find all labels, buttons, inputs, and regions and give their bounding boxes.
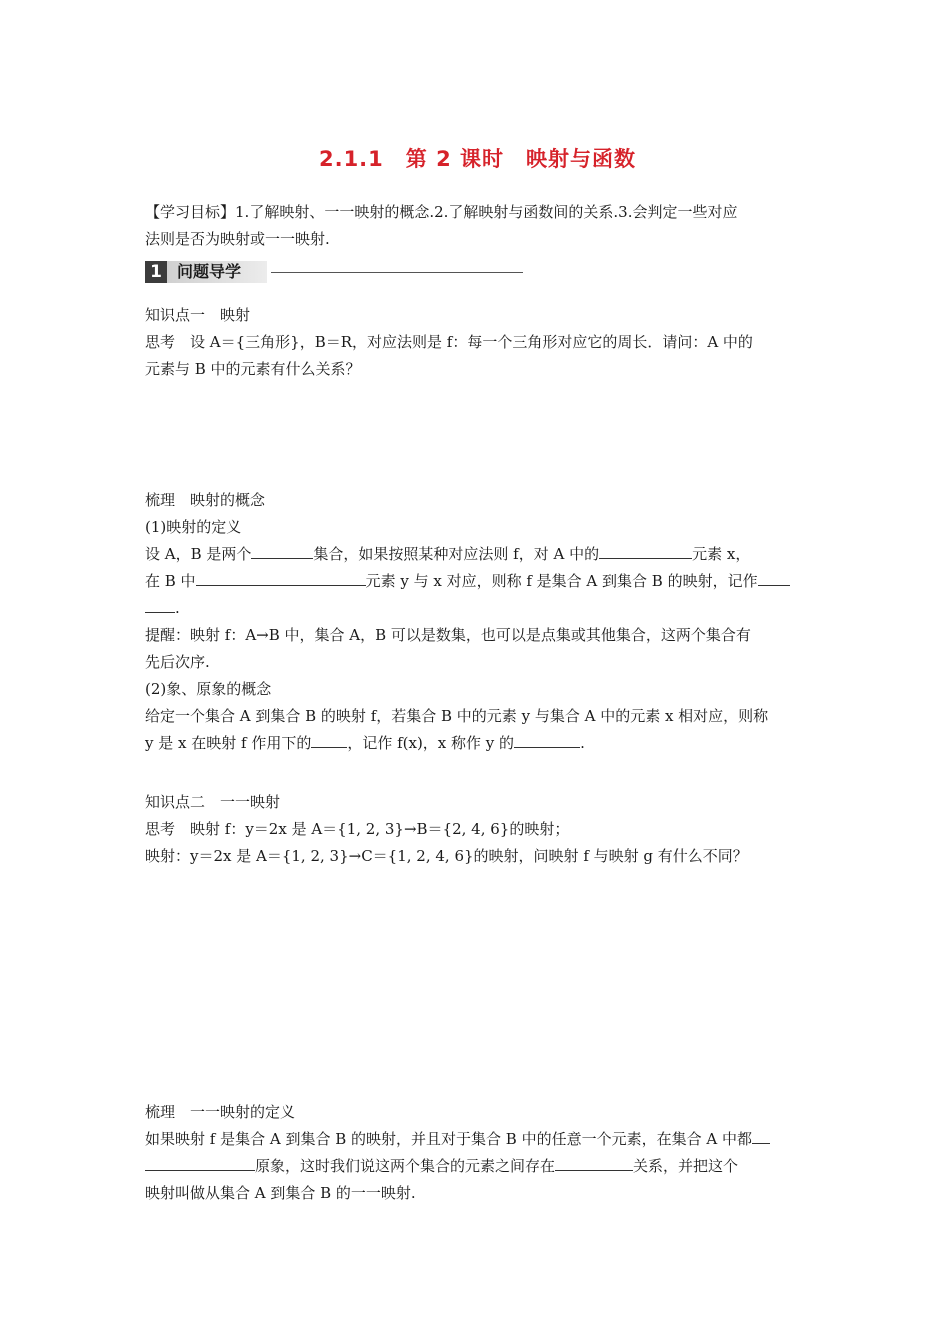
definition-line-3 [145,595,810,622]
section-header [145,261,545,283]
summary2-line-3: 映射叫做从集合 A 到集合 B 的一一映射. [145,1184,416,1202]
kp1-think-line-2: 元素与 B 中的元素有什么关系？ [145,360,361,378]
objectives-tag: 【学习目标】 [145,203,236,221]
definition-text-a2: 集合，如果按照某种对应法则 f，对 A 中的 [313,545,600,563]
summary2-text-1: 如果映射 f 是集合 A 到集合 B 的映射，并且对于集合 B 中的任意一个元素，在集合 A 中都 [145,1130,752,1148]
fill-blank[interactable] [311,733,347,748]
image-text-a: y 是 x 在映射 f 作用下的 [145,734,312,752]
summary2-text-2b: 关系，并把这个 [633,1157,739,1175]
definition-line-1 [145,541,810,568]
fill-blank[interactable] [514,733,580,748]
summary1-heading: 梳理 映射的概念 [145,491,266,509]
kp2-think-line-1: 思考 映射 f：y＝2x 是 A＝{1, 2, 3}→B＝{2, 4, 6}的映射； [145,820,570,838]
tip-line-2: 先后次序. [145,653,210,671]
definition-text-b2: 元素 y 与 x 对应，则称 f 是集合 A 到集合 B 的映射，记作 [365,572,758,590]
fill-blank[interactable] [758,571,790,586]
fill-blank[interactable] [752,1129,770,1144]
kp2-think-line-2: 映射：y＝2x 是 A＝{1, 2, 3}→C＝{1, 2, 4, 6}的映射，问映射 f 与映射 g 有什么不同？ [145,847,748,865]
fill-blank[interactable] [599,544,692,559]
learning-objectives [145,199,810,253]
objectives-line-2: 法则是否为映射或一一映射. [145,230,330,248]
definition-text-c: . [175,599,180,617]
definition-line-2 [145,568,810,595]
knowledge-point-1 [145,302,810,383]
kp1-heading: 知识点一 映射 [145,306,251,324]
image-definition-line-1: 给定一个集合 A 到集合 B 的映射 f，若集合 B 中的元素 y 与集合 A 中的元素 x 相对应，则称 [145,707,769,725]
kp1-think-line-1: 思考 设 A＝{三角形}，B＝R，对应法则是 f：每一个三角形对应它的周长．请问：A 中的 [145,333,753,351]
fill-blank[interactable] [251,544,313,559]
summary2-line-1 [145,1126,810,1153]
image-text-b: ，记作 f(x)，x 称作 y 的 [347,734,515,752]
summary1-sub2: (2)象、原象的概念 [145,680,272,698]
summary2-heading: 梳理 一一映射的定义 [145,1103,296,1121]
definition-text-b1: 在 B 中 [145,572,196,590]
summary-one-to-one-mapping [145,1099,810,1207]
definition-text-a3: 元素 x， [692,545,751,563]
knowledge-point-2 [145,789,810,870]
section-divider [271,272,523,273]
summary2-text-2a: 原象，这时我们说这两个集合的元素之间存在 [255,1157,556,1175]
definition-text-a1: 设 A，B 是两个 [145,545,252,563]
fill-blank[interactable] [555,1156,633,1171]
objectives-line-1: 1.了解映射、一一映射的概念.2.了解映射与函数间的关系.3.会判定一些对应 [235,203,738,221]
section-label: 问题导学 [167,261,267,283]
kp2-heading: 知识点二 一一映射 [145,793,281,811]
image-definition-line-2 [145,730,810,757]
section-number: 1 [145,261,167,283]
summary1-sub1: (1)映射的定义 [145,518,242,536]
fill-blank[interactable] [145,598,175,613]
tip-line-1: 提醒：映射 f：A→B 中，集合 A，B 可以是数集，也可以是点集或其他集合，这两个集合有 [145,626,751,644]
summary2-line-2 [145,1153,810,1180]
image-text-c: . [580,734,585,752]
summary-mapping-concept [145,487,810,757]
fill-blank[interactable] [145,1156,255,1171]
page-title: 2.1.1 第 2 课时 映射与函数 [318,147,637,171]
fill-blank[interactable] [196,571,366,586]
